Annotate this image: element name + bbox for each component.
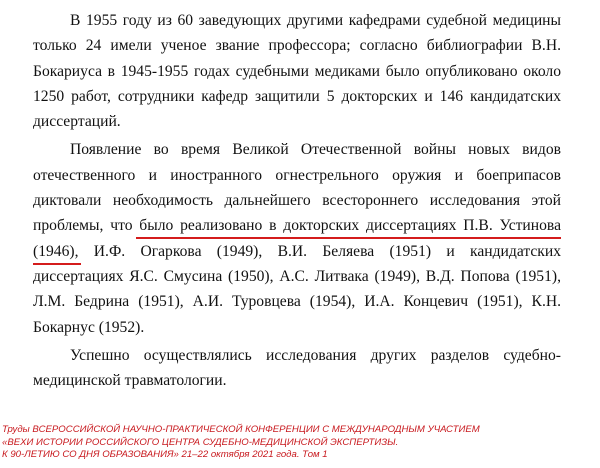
- paragraph-line: медицинской травматологии.: [33, 372, 227, 390]
- footer-line: «ВЕХИ ИСТОРИИ РОССИЙСКОГО ЦЕНТРА СУДЕБНО-МЕДИЦИНСКОЙ ЭКСПЕРТИЗЫ.: [2, 436, 399, 448]
- paragraph-line-highlighted: проблемы, что было реализовано в докторских диссертациях П.В. Устинова: [33, 217, 561, 235]
- paragraph-line: только 24 имели ученое звание профессора; согласно библиографии В.Н.: [33, 37, 561, 55]
- paragraph-line: Л.М. Бедрина (1951), А.И. Туровцева (1954), И.А. Концевич (1951), К.Н.: [33, 293, 561, 311]
- paragraph-line: 1250 работ, сотрудники кафедр защитили 5 докторских и 146 кандидатских: [33, 87, 561, 105]
- paragraph-line: Появление во время Великой Отечественной войны новых видов: [70, 141, 561, 159]
- paragraph-line: диссертаций.: [33, 113, 121, 131]
- page-footer: [2, 424, 480, 462]
- paragraph-line: диктовали необходимость дальнейшего всестороннего исследования этой: [33, 192, 561, 210]
- footer-line: К 90-ЛЕТИЮ СО ДНЯ ОБРАЗОВАНИЯ» 21–22 октября 2021 года. Том 1: [2, 449, 328, 461]
- highlighted-line-wrapper: [33, 239, 561, 264]
- paragraph-line: Успешно осуществлялись исследования других разделов судебно-: [70, 346, 561, 364]
- red-underline-mark: [33, 263, 81, 265]
- paragraph-line: Бокарнус (1952).: [33, 318, 145, 336]
- paragraph-2: [33, 137, 561, 339]
- paragraph-line-highlighted: (1946), И.Ф. Огаркова (1949), В.И. Беляева (1951) и кандидатских: [33, 242, 561, 260]
- paragraph-line: В 1955 году из 60 заведующих другими кафедрами судебной медицины: [70, 12, 561, 29]
- paragraph-1: [33, 8, 561, 134]
- paragraph-3: [33, 343, 561, 394]
- document-body: [33, 8, 561, 393]
- highlighted-line-wrapper: [33, 213, 561, 238]
- paragraph-line: диссертациях Я.С. Смусина (1950), А.С. Литвака (1949), В.Д. Попова (1951),: [33, 267, 561, 285]
- paragraph-line: отечественного и иностранного огнестрельного оружия и боеприпасов: [33, 166, 561, 184]
- paragraph-line: Бокариуса в 1945-1955 годах судебными медиками было опубликовано около: [33, 62, 561, 80]
- footer-line: Труды ВСЕРОССИЙСКОЙ НАУЧНО-ПРАКТИЧЕСКОЙ КОНФЕРЕНЦИИ С МЕЖДУНАРОДНЫМ УЧАСТИЕМ: [2, 424, 480, 435]
